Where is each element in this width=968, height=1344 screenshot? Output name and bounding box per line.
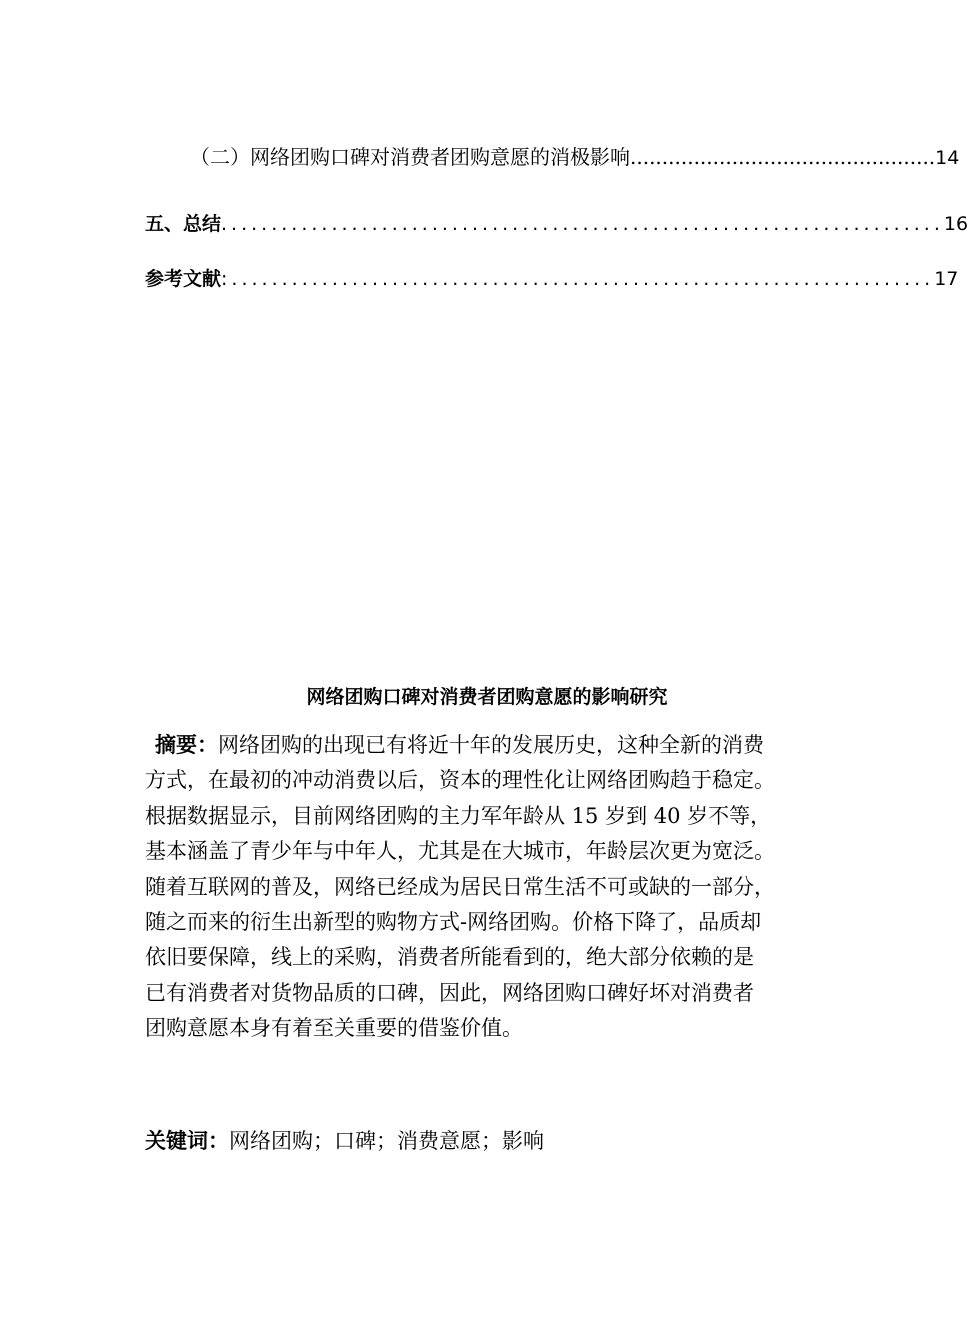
keywords-text: 网络团购；口碑；消费意愿；影响	[229, 1129, 544, 1153]
toc-item-page: 16	[943, 213, 968, 235]
abstract-line: 方式，在最初的冲动消费以后，资本的理性化让网络团购趋于稳定。	[145, 768, 775, 793]
toc-leader-dots: ........................................................................	[221, 213, 944, 235]
abstract-line: 基本涵盖了青少年与中年人，尤其是在大城市，年龄层次更为宽泛。	[145, 839, 775, 864]
abstract	[145, 728, 810, 1047]
keywords-label: 关键词：	[145, 1129, 229, 1153]
abstract-line: 随着互联网的普及，网络已经成为居民日常生活不可或缺的一部分，	[145, 874, 775, 899]
abstract-line: 团购意愿本身有着至关重要的借鉴价值。	[145, 1016, 523, 1041]
abstract-line: 依旧要保障，线上的采购，消费者所能看到的，绝大部分依赖的是	[145, 945, 754, 970]
abstract-label: 摘要：	[155, 733, 218, 757]
toc-leader-dots: ................................................	[630, 145, 936, 169]
abstract-line	[145, 728, 810, 763]
paper-title: 网络团购口碑对消费者团购意愿的影响研究	[306, 686, 668, 708]
abstract-line: 随之而来的衍生出新型的购物方式-网络团购。价格下降了，品质却	[145, 910, 762, 935]
keywords	[145, 1125, 544, 1155]
toc-item-title: 五、总结	[145, 213, 222, 235]
toc-item-references[interactable]	[145, 264, 959, 291]
toc-item-title: 参考文献	[145, 268, 222, 290]
toc-item-negative-impact[interactable]	[190, 141, 960, 170]
abstract-line: 根据数据显示，目前网络团购的主力军年龄从 15 岁到 40 岁不等，	[145, 803, 772, 828]
toc-item-title: （二）网络团购口碑对消费者团购意愿的消极影响	[190, 145, 630, 169]
abstract-line: 已有消费者对货物品质的口碑，因此，网络团购口碑好坏对消费者	[145, 980, 754, 1005]
abstract-text: 网络团购的出现已有将近十年的发展历史，这种全新的消费	[218, 733, 764, 757]
toc-item-page: 14	[935, 147, 960, 169]
toc-item-summary[interactable]	[145, 209, 968, 236]
toc-item-page: 17	[934, 268, 959, 290]
toc-leader-dots: :......................................................................	[221, 268, 935, 290]
